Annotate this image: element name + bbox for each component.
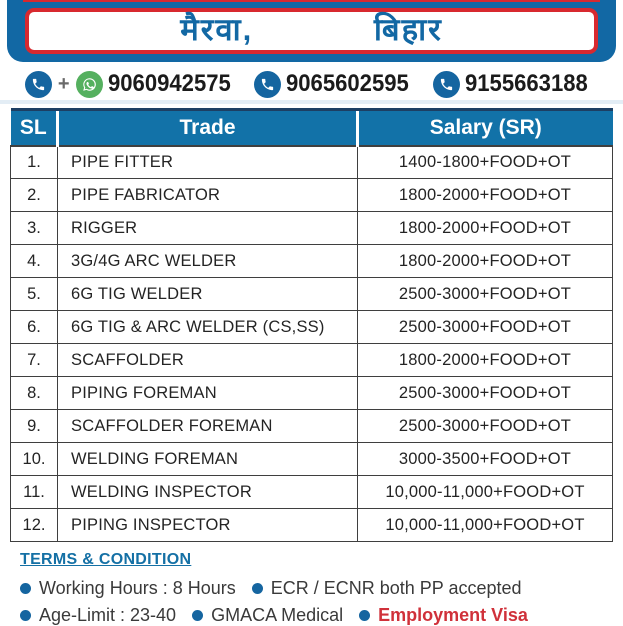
salary-cell: 10,000-11,000+FOOD+OT <box>358 476 613 509</box>
contact-number: 9065602595 <box>286 70 409 97</box>
divider <box>0 100 623 104</box>
bullet-icon <box>252 583 263 594</box>
sl-cell: 8. <box>11 377 58 410</box>
salary-cell: 2500-3000+FOOD+OT <box>358 311 613 344</box>
salary-cell: 3000-3500+FOOD+OT <box>358 443 613 476</box>
sl-cell: 12. <box>11 509 58 542</box>
contact-entry <box>433 70 598 98</box>
sl-cell: 5. <box>11 278 58 311</box>
table-row <box>11 212 613 245</box>
term-item <box>20 578 236 599</box>
contacts-row <box>0 66 623 102</box>
table-row <box>11 443 613 476</box>
phone-icon <box>25 71 52 98</box>
trade-cell: RIGGER <box>58 212 358 245</box>
term-item <box>359 605 528 626</box>
trade-cell: WELDING FOREMAN <box>58 443 358 476</box>
term-text: Age-Limit : 23-40 <box>39 605 177 625</box>
terms-line-1 <box>20 578 617 599</box>
table-row <box>11 146 613 179</box>
phone-icon <box>254 71 281 98</box>
table-row <box>11 179 613 212</box>
trade-cell: PIPE FABRICATOR <box>58 179 358 212</box>
salary-cell: 1800-2000+FOOD+OT <box>358 179 613 212</box>
contact-number: 9060942575 <box>107 70 231 97</box>
header-sl: SL <box>11 110 58 146</box>
term-text: GMACA Medical <box>211 605 344 625</box>
banner-title-box <box>25 8 598 54</box>
table-row <box>11 377 613 410</box>
salary-cell: 2500-3000+FOOD+OT <box>358 410 613 443</box>
term-item <box>192 605 343 626</box>
salary-cell: 2500-3000+FOOD+OT <box>358 278 613 311</box>
term-item <box>252 578 522 599</box>
sl-cell: 3. <box>11 212 58 245</box>
term-text: Working Hours : 8 Hours <box>39 578 236 598</box>
sl-cell: 10. <box>11 443 58 476</box>
sl-cell: 9. <box>11 410 58 443</box>
table-row <box>11 344 613 377</box>
bullet-icon <box>20 610 31 621</box>
table-row <box>11 410 613 443</box>
trade-cell: PIPING INSPECTOR <box>58 509 358 542</box>
salary-cell: 2500-3000+FOOD+OT <box>358 377 613 410</box>
term-item <box>20 605 176 626</box>
trade-cell: PIPING FOREMAN <box>58 377 358 410</box>
table-row <box>11 245 613 278</box>
term-text: ECR / ECNR both PP accepted <box>270 578 522 598</box>
bullet-icon <box>192 610 203 621</box>
plus-separator: + <box>57 72 70 95</box>
table-row <box>11 278 613 311</box>
trade-cell: PIPE FITTER <box>58 146 358 179</box>
salary-cell: 1800-2000+FOOD+OT <box>358 344 613 377</box>
trade-cell: 6G TIG WELDER <box>58 278 358 311</box>
trade-cell: SCAFFOLDER <box>58 344 358 377</box>
jobs-table <box>10 108 613 542</box>
table-row <box>11 311 613 344</box>
trade-cell: 3G/4G ARC WELDER <box>58 245 358 278</box>
salary-cell: 1800-2000+FOOD+OT <box>358 245 613 278</box>
header-trade: Trade <box>58 110 358 146</box>
salary-cell: 1800-2000+FOOD+OT <box>358 212 613 245</box>
table-header-row <box>11 110 613 146</box>
header-salary: Salary (SR) <box>358 110 613 146</box>
trade-cell: SCAFFOLDER FOREMAN <box>58 410 358 443</box>
bullet-icon <box>20 583 31 594</box>
trade-cell: WELDING INSPECTOR <box>58 476 358 509</box>
location-title: मैरवा, बिहार <box>180 11 443 47</box>
sl-cell: 6. <box>11 311 58 344</box>
header-banner <box>7 0 616 62</box>
sl-cell: 1. <box>11 146 58 179</box>
table-row <box>11 509 613 542</box>
whatsapp-icon <box>76 71 103 98</box>
salary-cell: 1400-1800+FOOD+OT <box>358 146 613 179</box>
sl-cell: 7. <box>11 344 58 377</box>
banner-red-strip <box>23 0 600 2</box>
trade-cell: 6G TIG & ARC WELDER (CS,SS) <box>58 311 358 344</box>
bullet-icon <box>359 610 370 621</box>
table-row <box>11 476 613 509</box>
phone-icon <box>433 71 460 98</box>
contact-entry <box>254 70 419 98</box>
sl-cell: 11. <box>11 476 58 509</box>
contact-number: 9155663188 <box>464 70 588 97</box>
sl-cell: 4. <box>11 245 58 278</box>
terms-heading: TERMS & CONDITION <box>20 551 192 568</box>
term-text-highlight: Employment Visa <box>378 605 528 625</box>
contact-entry <box>25 70 241 98</box>
sl-cell: 2. <box>11 179 58 212</box>
terms-line-2 <box>20 605 617 626</box>
salary-cell: 10,000-11,000+FOOD+OT <box>358 509 613 542</box>
